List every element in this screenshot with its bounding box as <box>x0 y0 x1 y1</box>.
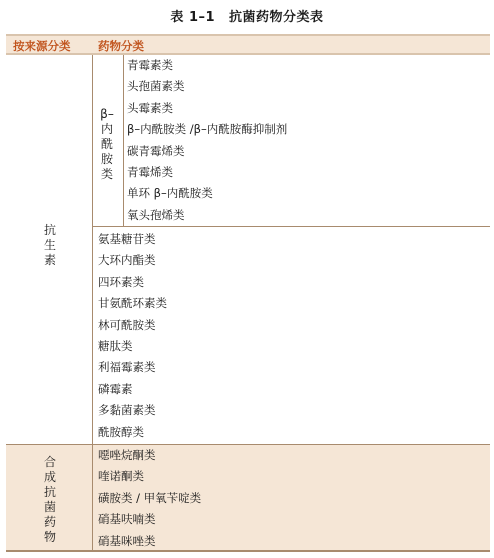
column-divider <box>92 445 93 551</box>
beta-lactam-bottom-rule <box>92 226 490 227</box>
list-item: 林可酰胺类 <box>98 317 156 332</box>
list-item: β–内酰胺类 /β–内酰胺酶抑制剂 <box>127 122 288 137</box>
list-item: 头霉素类 <box>127 100 173 115</box>
list-item: 青霉素类 <box>127 58 173 72</box>
table-number: 表 1–1 <box>170 10 216 25</box>
list-item: 利福霉素类 <box>98 360 156 375</box>
list-item: 甘氨酰环素类 <box>98 296 167 311</box>
list-item: 大环内酯类 <box>98 253 156 268</box>
list-item: 磷霉素 <box>98 381 133 396</box>
antibiotics-group-label: 抗 生 素 <box>43 223 56 267</box>
beta-lactam-group-label: β– 内 酰 胺 类 <box>100 107 114 181</box>
table-caption: 抗菌药物分类表 <box>229 10 324 25</box>
classification-table <box>6 34 490 552</box>
list-item: 青霉烯类 <box>127 165 173 179</box>
list-item: 糖肽类 <box>98 339 133 353</box>
list-item: 四环素类 <box>98 274 144 289</box>
table-header <box>6 34 490 55</box>
antibiotics-section <box>6 55 490 444</box>
list-item: 酰胺醇类 <box>98 424 144 439</box>
list-item: 喹诺酮类 <box>98 469 144 484</box>
list-item: 多黏菌素类 <box>98 403 156 418</box>
list-item: 单环 β–内酰胺类 <box>127 186 213 201</box>
synthetic-section <box>6 444 490 552</box>
list-item: 氨基糖苷类 <box>98 232 156 246</box>
header-drug-classification: 药物分类 <box>98 39 144 53</box>
list-item: 噁唑烷酮类 <box>98 448 156 462</box>
list-item: 氧头孢烯类 <box>127 207 185 222</box>
list-item: 头孢菌素类 <box>127 79 185 94</box>
column-divider <box>92 55 93 444</box>
list-item: 磺胺类 / 甲氧苄啶类 <box>98 490 202 505</box>
beta-lactam-divider <box>123 55 124 226</box>
table-title <box>0 6 494 25</box>
header-source-classification: 按来源分类 <box>13 39 71 53</box>
list-item: 碳青霉烯类 <box>127 143 185 158</box>
synthetic-group-label: 合 成 抗 菌 药 物 <box>43 455 56 544</box>
list-item: 硝基咪唑类 <box>98 533 156 548</box>
list-item: 硝基呋喃类 <box>98 512 156 527</box>
